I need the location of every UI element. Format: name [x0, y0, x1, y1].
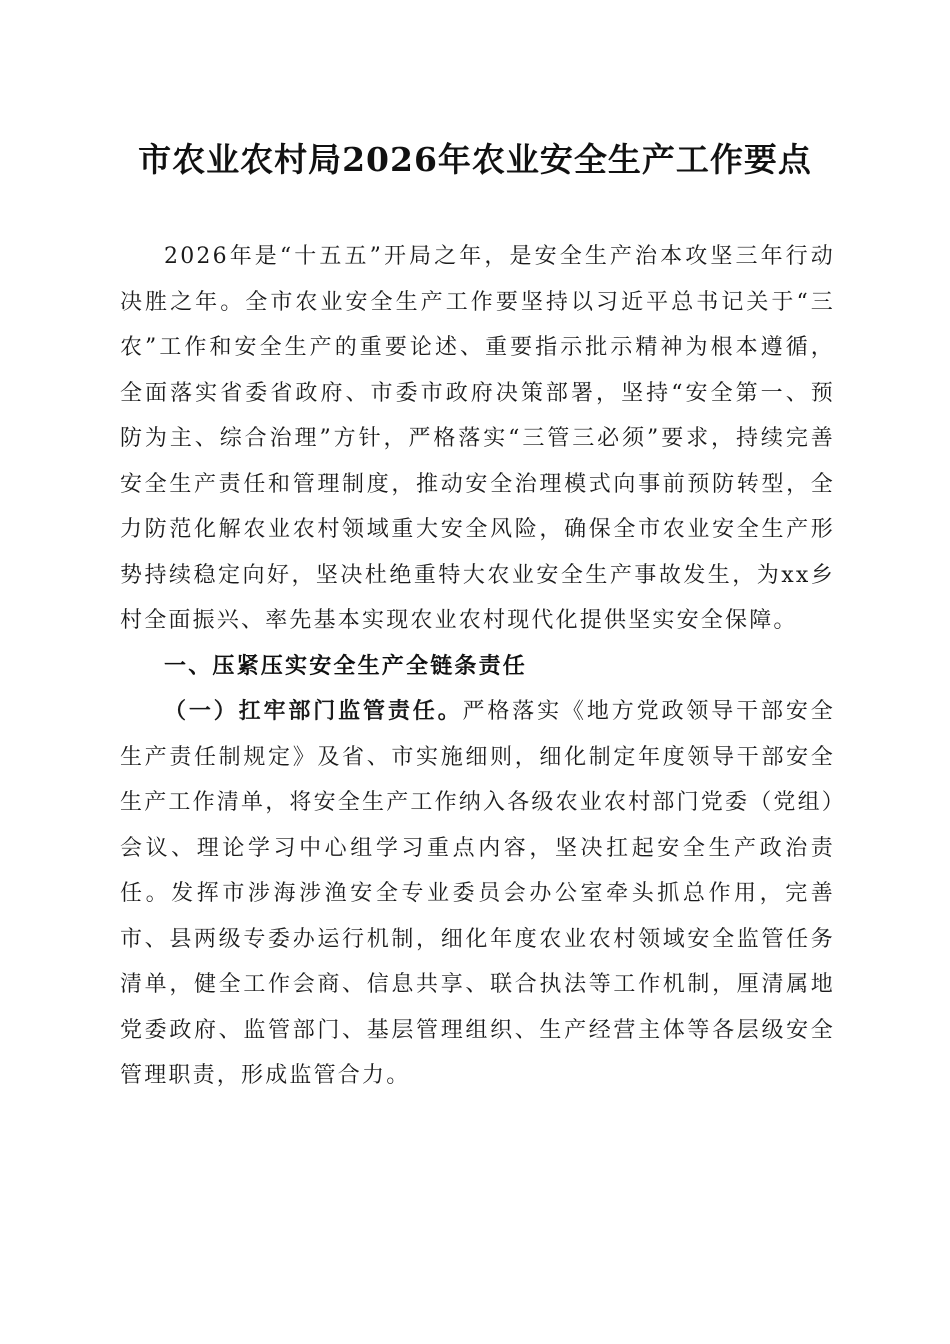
section-paragraph — [120, 689, 835, 1099]
section-heading: 一、压紧压实安全生产全链条责任 — [164, 653, 528, 679]
intro-paragraph: 2026年是“十五五”开局之年，是安全生产治本攻坚三年行动决胜之年。全市农业安全生产工作要坚持以习近平总书记关于“三农”工作和安全生产的重要论述、重要指示批示精神为根本遵循，全面落实省委省政府、市委市政府决策部署，坚持“安全第一、预防为主、综合治理”方针，严格落实“三管三必须”要求，持续完善安全生产责任和管理制度，推动安全治理模式向事前预防转型，全力防范化解农业农村领域重大安全风险，确保全市农业安全生产形势持续稳定向好，坚决杜绝重特大农业安全生产事故发生，为xx乡村全面振兴、率先基本实现农业农村现代化提供坚实安全保障。 — [120, 244, 835, 633]
document-title: 市农业农村局2026年农业安全生产工作要点 — [138, 140, 812, 179]
document-body — [120, 234, 835, 1099]
subsection-body: 严格落实《地方党政领导干部安全生产责任制规定》及省、市实施细则，细化制定年度领导干部安全生产工作清单，将安全生产工作纳入各级农业农村部门党委（党组）会议、理论学习中心组学习重点内容，坚决扛起安全生产政治责任。发挥市涉海涉渔安全专业委员会办公室牵头抓总作用，完善市、县两级专委办运行机制，细化年度农业农村领域安全监管任务清单，健全工作会商、信息共享、联合执法等工作机制，厘清属地党委政府、监管部门、基层管理组织、生产经营主体等各层级安全管理职责，形成监管合力。 — [120, 699, 836, 1088]
subsection-title: （一）扛牢部门监管责任。 — [164, 698, 463, 724]
